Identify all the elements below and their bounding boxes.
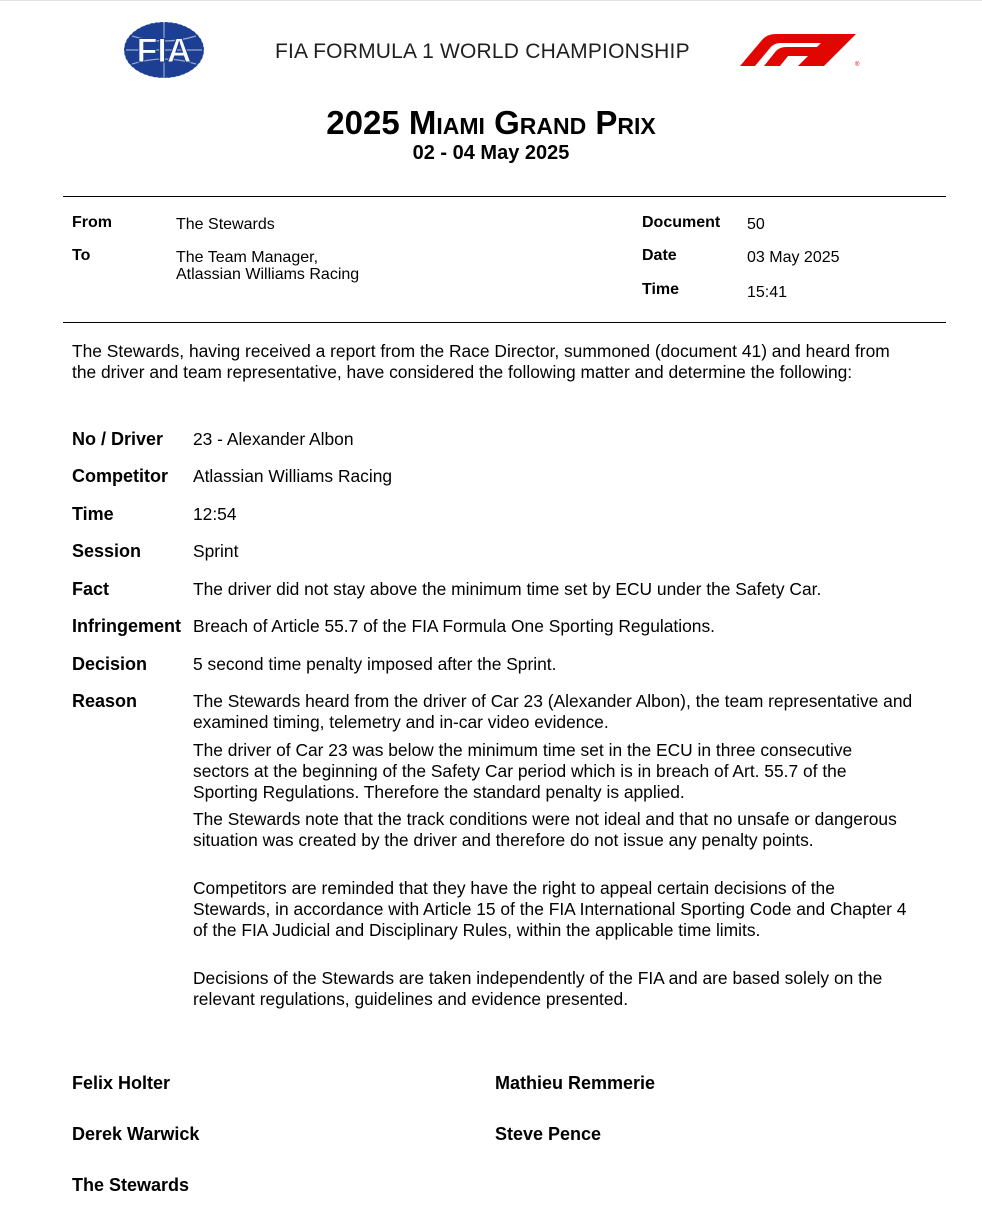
page-top-border [0,0,982,1]
detail-value-session: Sprint [193,541,239,561]
detail-label-driver: No / Driver [72,429,164,449]
to-value-line1: The Team Manager, [176,249,319,266]
time-label: Time [642,281,680,298]
reason-paragraph: The driver of Car 23 was below the minimum time set in the ECU in three consecutive sectors at the beginning of the Safety Car period which is in breach of Art. 55.7 of the Sporting Regulations. Therefore the standard penalty is applied. [193,740,853,802]
independence-notice: Decisions of the Stewards are taken independently of the FIA and are based solely on the relevant regulations, guidelines and evidence presented. [193,968,883,1009]
from-value: The Stewards [176,216,275,233]
detail-value-fact: The driver did not stay above the minimum time set by ECU under the Safety Car. [193,579,822,599]
detail-label-competitor: Competitor [72,466,168,486]
header-divider [63,196,946,197]
from-label: From [72,214,112,231]
detail-value-competitor: Atlassian Williams Racing [193,466,393,486]
detail-value-infringement: Breach of Article 55.7 of the FIA Formula One Sporting Regulations. [193,616,715,636]
steward-name: Derek Warwick [72,1124,200,1144]
appeal-notice: Competitors are reminded that they have the right to appeal certain decisions of the Stewards, in accordance with Article 15 of the FIA International Sporting Code and Chapter 4 of the FIA Judicial and Disciplinary Rules, within the applicable time limits. [193,878,907,940]
detail-label-decision: Decision [72,654,148,674]
detail-value-decision: 5 second time penalty imposed after the Sprint. [193,654,557,674]
reason-paragraph: The Stewards heard from the driver of Car 23 (Alexander Albon), the team representative and examined timing, telemetry and in-car video evidence. [193,691,913,732]
detail-value-time: 12:54 [193,504,237,524]
steward-name: Mathieu Remmerie [495,1073,656,1093]
fia-logo-text: FIA [136,32,192,70]
signature-footer: The Stewards [72,1175,190,1195]
svg-text:®: ® [855,62,860,66]
event-title: 2025 Miami Grand Prix [326,104,656,141]
date-label: Date [642,247,677,264]
steward-name: Felix Holter [72,1073,171,1093]
memo-divider [63,322,946,323]
detail-label-session: Session [72,541,142,561]
to-label: To [72,247,91,264]
date-value: 03 May 2025 [747,249,840,266]
steward-name: Steve Pence [495,1124,602,1144]
detail-label-time: Time [72,504,114,524]
detail-label-infringement: Infringement [72,616,182,636]
document-label: Document [642,214,721,231]
f1-logo [738,34,860,66]
to-value-line2: Atlassian Williams Racing [176,266,360,283]
detail-label-fact: Fact [72,579,110,599]
championship-name: FIA FORMULA 1 WORLD CHAMPIONSHIP [275,40,690,63]
detail-value-driver: 23 - Alexander Albon [193,429,354,449]
detail-label-reason: Reason [72,691,138,711]
event-dates: 02 - 04 May 2025 [412,142,570,164]
intro-paragraph: The Stewards, having received a report from the Race Director, summoned (document 41) and heard from the driver and team representative, have considered the following matter and determine the following: [72,341,890,382]
fia-logo [122,20,206,80]
reason-paragraph: The Stewards note that the track conditions were not ideal and that no unsafe or dangerous situation was created by the driver and therefore do not issue any penalty points. [193,809,897,850]
time-value: 15:41 [747,284,788,301]
document-number: 50 [747,216,765,233]
